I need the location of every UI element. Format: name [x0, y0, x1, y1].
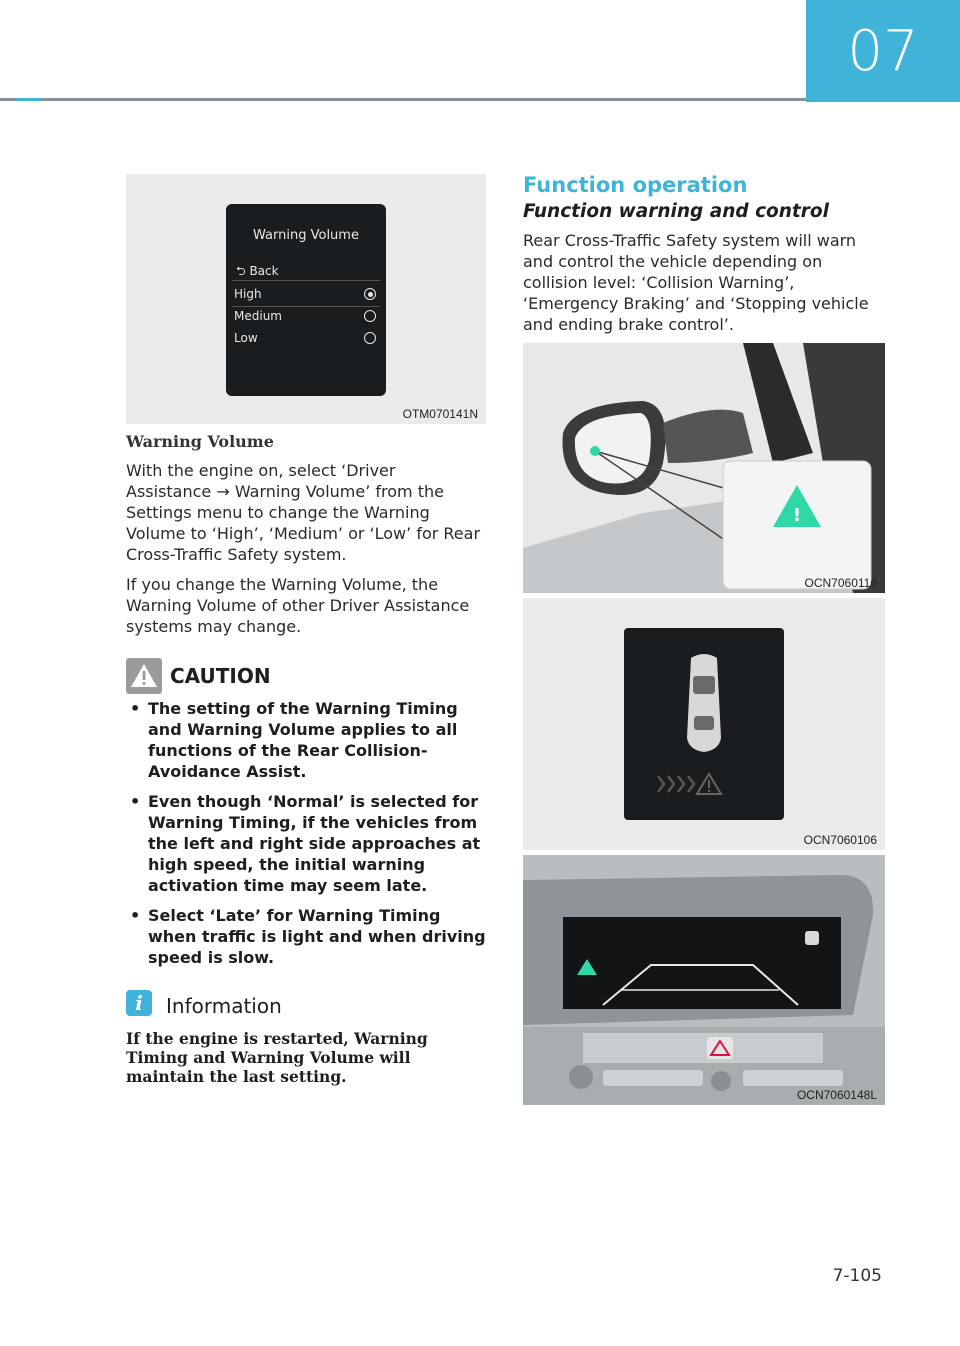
side-mirror-illustration: [523, 343, 885, 593]
page-number: 7-105: [832, 1266, 882, 1286]
figure-code: OTM070141N: [402, 407, 478, 421]
paragraph: If you change the Warning Volume, the Warning Volume of other Driver Assistance systems may change.: [126, 575, 470, 636]
camera-icon: [805, 931, 819, 945]
figure-side-mirror-warning: [523, 343, 885, 593]
option-high: [234, 284, 376, 304]
list-item: • The setting of the Warning Timing and Warning Volume applies to all functions of the Rear Collision-Avoidance Assist.: [126, 698, 488, 782]
list-item: • Even though ‘Normal’ is selected for Warning Timing, if the vehicles from the left and right side approaches at high speed, the initial warning activation time may seem late.: [126, 791, 488, 896]
information-text: If the engine is restarted, Warning Timing and Warning Volume will maintain the last setting.: [126, 1029, 428, 1086]
info-icon: i: [126, 990, 152, 1016]
hazard-button-icon: [707, 1037, 733, 1059]
list-item: • Select ‘Late’ for Warning Timing when traffic is light and when driving speed is slow.: [126, 905, 488, 968]
caution-title: CAUTION: [170, 664, 271, 688]
warning-volume-text: [126, 460, 484, 637]
figure-cluster-rear-warning: [523, 598, 885, 850]
option-label: Medium: [234, 309, 282, 323]
chapter-number: 07: [847, 18, 919, 84]
function-operation-heading: Function operation: [523, 173, 748, 197]
caution-list: [126, 698, 488, 977]
center-display-illustration: [523, 855, 885, 1105]
option-label: High: [234, 287, 262, 301]
option-label: Low: [234, 331, 258, 345]
option-medium: [234, 306, 376, 326]
radio-unselected-icon: [364, 332, 376, 344]
back-arrow-icon: ⮌: [236, 264, 246, 278]
cluster-display: [226, 204, 386, 396]
radio-selected-icon: [364, 288, 376, 300]
figure-code: OCN7060106: [803, 833, 877, 847]
header-rule-accent: [16, 98, 42, 101]
figure-warning-volume: [126, 174, 486, 424]
figure-code: OCN7060116: [804, 576, 877, 590]
option-low: [234, 328, 376, 348]
screen-title: Warning Volume: [253, 228, 359, 243]
paragraph: With the engine on, select ‘Driver Assistance → Warning Volume’ from the Settings menu to change the Warning Volume to ‘High’, ‘Medium’ or ‘Low’ for Rear Cross-Traffic Safety system.: [126, 461, 481, 564]
cluster-warning-illustration: [523, 598, 885, 850]
figure-center-display: [523, 855, 885, 1105]
car-top-view-icon: [687, 654, 721, 752]
warning-volume-heading: Warning Volume: [126, 432, 274, 451]
menu-divider: [232, 280, 380, 281]
svg-text:!: !: [792, 505, 802, 526]
chapter-tab: [806, 0, 960, 102]
information-title: Information: [166, 994, 282, 1018]
warning-triangle-icon: [126, 658, 162, 694]
function-operation-text: Rear Cross-Traffic Safety system will warn and control the vehicle depending on collision level: ‘Collision Warning’, ‘Emergency Braking’ and ‘Stopping vehicle and ending brake control’.: [523, 231, 869, 334]
function-warning-subheading: Function warning and control: [523, 201, 829, 222]
back-label: Back: [249, 264, 279, 278]
figure-code: OCN7060148L: [796, 1088, 877, 1102]
header-rule: [0, 98, 806, 101]
radio-unselected-icon: [364, 310, 376, 322]
